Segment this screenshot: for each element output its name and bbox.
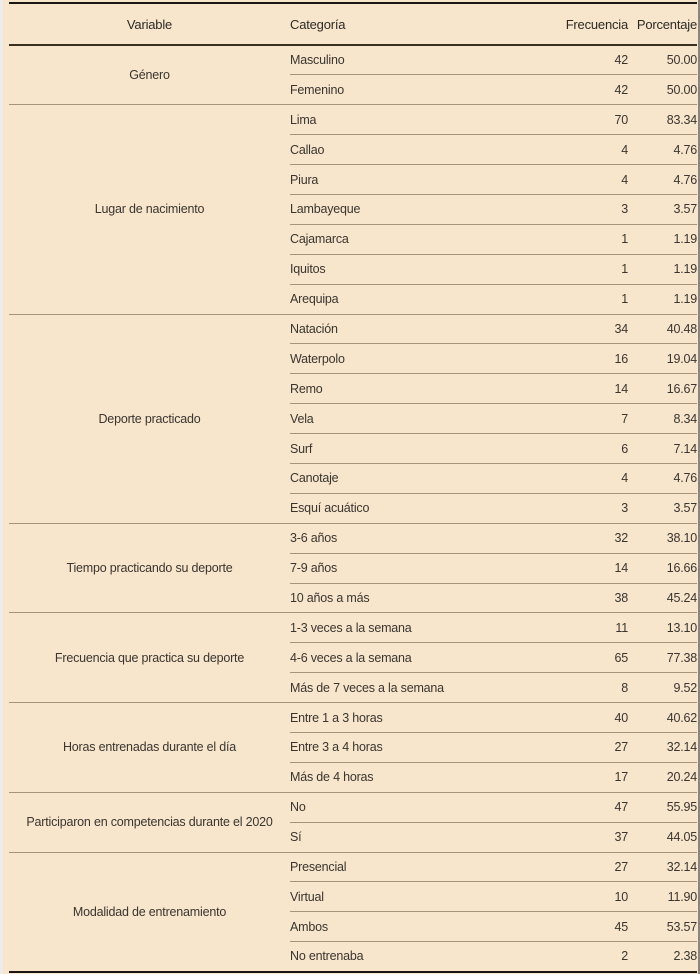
frecuencia-cell: 65	[466, 643, 628, 673]
porcentaje-cell: 1.19	[628, 284, 697, 314]
header-porcentaje: Porcentaje	[628, 3, 697, 45]
porcentaje-cell: 9.52	[628, 673, 697, 703]
categoria-cell: Sí	[290, 822, 466, 852]
categoria-cell: 10 años a más	[290, 583, 466, 613]
frecuencia-cell: 70	[466, 105, 628, 135]
categoria-cell: Waterpolo	[290, 344, 466, 374]
categoria-cell: Callao	[290, 135, 466, 165]
porcentaje-cell: 1.19	[628, 254, 697, 284]
categoria-cell: No	[290, 792, 466, 822]
porcentaje-cell: 77.38	[628, 643, 697, 673]
frecuencia-cell: 3	[466, 493, 628, 523]
variable-cell: Horas entrenadas durante el día	[9, 703, 290, 793]
porcentaje-cell: 32.14	[628, 732, 697, 762]
porcentaje-cell: 55.95	[628, 792, 697, 822]
categoria-cell: Femenino	[290, 75, 466, 105]
frecuencia-cell: 27	[466, 732, 628, 762]
header-variable: Variable	[9, 3, 290, 45]
frecuencia-cell: 2	[466, 942, 628, 972]
table-row	[9, 523, 697, 553]
categoria-cell: Surf	[290, 434, 466, 464]
variable-cell: Tiempo practicando su deporte	[9, 523, 290, 613]
categoria-cell: Piura	[290, 165, 466, 195]
frecuencia-cell: 1	[466, 284, 628, 314]
frecuencia-cell: 11	[466, 613, 628, 643]
variable-cell: Género	[9, 45, 290, 105]
frecuencia-cell: 4	[466, 135, 628, 165]
porcentaje-cell: 45.24	[628, 583, 697, 613]
variable-cell: Deporte practicado	[9, 314, 290, 523]
categoria-cell: Lambayeque	[290, 194, 466, 224]
porcentaje-cell: 4.76	[628, 463, 697, 493]
porcentaje-cell: 20.24	[628, 762, 697, 792]
frecuencia-cell: 3	[466, 194, 628, 224]
header-categoria: Categoría	[290, 3, 466, 45]
categoria-cell: Ambos	[290, 912, 466, 942]
frecuencia-cell: 34	[466, 314, 628, 344]
porcentaje-cell: 4.76	[628, 165, 697, 195]
categoria-cell: Esquí acuático	[290, 493, 466, 523]
frecuencia-cell: 4	[466, 165, 628, 195]
porcentaje-cell: 53.57	[628, 912, 697, 942]
frecuencia-cell: 16	[466, 344, 628, 374]
table-row	[9, 105, 697, 135]
porcentaje-cell: 50.00	[628, 75, 697, 105]
categoria-cell: 3-6 años	[290, 523, 466, 553]
table-row	[9, 613, 697, 643]
categoria-cell: Arequipa	[290, 284, 466, 314]
categoria-cell: 7-9 años	[290, 553, 466, 583]
porcentaje-cell: 40.48	[628, 314, 697, 344]
table-row	[9, 45, 697, 75]
table-row	[9, 314, 697, 344]
frecuencia-cell: 8	[466, 673, 628, 703]
porcentaje-cell: 11.90	[628, 882, 697, 912]
table-row	[9, 852, 697, 882]
porcentaje-cell: 19.04	[628, 344, 697, 374]
porcentaje-cell: 3.57	[628, 194, 697, 224]
variable-cell: Lugar de nacimiento	[9, 105, 290, 314]
porcentaje-cell: 4.76	[628, 135, 697, 165]
categoria-cell: Lima	[290, 105, 466, 135]
frecuencia-cell: 37	[466, 822, 628, 852]
categoria-cell: Canotaje	[290, 463, 466, 493]
porcentaje-cell: 44.05	[628, 822, 697, 852]
porcentaje-cell: 13.10	[628, 613, 697, 643]
variable-cell: Frecuencia que practica su deporte	[9, 613, 290, 703]
porcentaje-cell: 3.57	[628, 493, 697, 523]
frecuencia-cell: 38	[466, 583, 628, 613]
frecuencia-cell: 17	[466, 762, 628, 792]
frecuencia-cell: 45	[466, 912, 628, 942]
frecuencia-cell: 32	[466, 523, 628, 553]
categoria-cell: Más de 7 veces a la semana	[290, 673, 466, 703]
frecuencia-cell: 14	[466, 553, 628, 583]
porcentaje-cell: 16.67	[628, 374, 697, 404]
frecuencia-cell: 40	[466, 703, 628, 733]
porcentaje-cell: 16.66	[628, 553, 697, 583]
variable-cell: Participaron en competencias durante el 2020	[9, 792, 290, 852]
frecuencia-cell: 42	[466, 75, 628, 105]
document-page	[3, 0, 698, 974]
porcentaje-cell: 38.10	[628, 523, 697, 553]
categoria-cell: Natación	[290, 314, 466, 344]
frecuencia-cell: 47	[466, 792, 628, 822]
porcentaje-cell: 1.19	[628, 224, 697, 254]
categoria-cell: 1-3 veces a la semana	[290, 613, 466, 643]
porcentaje-cell: 50.00	[628, 45, 697, 75]
frecuencia-cell: 7	[466, 404, 628, 434]
porcentaje-cell: 32.14	[628, 852, 697, 882]
header-row	[9, 3, 697, 45]
categoria-cell: Remo	[290, 374, 466, 404]
categoria-cell: Entre 3 a 4 horas	[290, 732, 466, 762]
categoria-cell: Vela	[290, 404, 466, 434]
frecuencia-cell: 1	[466, 254, 628, 284]
table-row	[9, 703, 697, 733]
frecuencia-cell: 10	[466, 882, 628, 912]
variable-cell: Modalidad de entrenamiento	[9, 852, 290, 972]
frecuencia-cell: 14	[466, 374, 628, 404]
categoria-cell: Presencial	[290, 852, 466, 882]
categoria-cell: No entrenaba	[290, 942, 466, 972]
categoria-cell: Más de 4 horas	[290, 762, 466, 792]
frecuencia-cell: 42	[466, 45, 628, 75]
table-row	[9, 792, 697, 822]
porcentaje-cell: 7.14	[628, 434, 697, 464]
categoria-cell: Entre 1 a 3 horas	[290, 703, 466, 733]
categoria-cell: Iquitos	[290, 254, 466, 284]
categoria-cell: 4-6 veces a la semana	[290, 643, 466, 673]
table-body	[9, 45, 697, 972]
categoria-cell: Cajamarca	[290, 224, 466, 254]
porcentaje-cell: 83.34	[628, 105, 697, 135]
categoria-cell: Virtual	[290, 882, 466, 912]
frecuencia-cell: 4	[466, 463, 628, 493]
header-frecuencia: Frecuencia	[466, 3, 628, 45]
frecuencia-cell: 27	[466, 852, 628, 882]
categoria-cell: Masculino	[290, 45, 466, 75]
frecuencia-cell: 6	[466, 434, 628, 464]
table-header	[9, 3, 697, 45]
porcentaje-cell: 2.38	[628, 942, 697, 972]
porcentaje-cell: 40.62	[628, 703, 697, 733]
demographics-table	[9, 2, 697, 973]
porcentaje-cell: 8.34	[628, 404, 697, 434]
frecuencia-cell: 1	[466, 224, 628, 254]
